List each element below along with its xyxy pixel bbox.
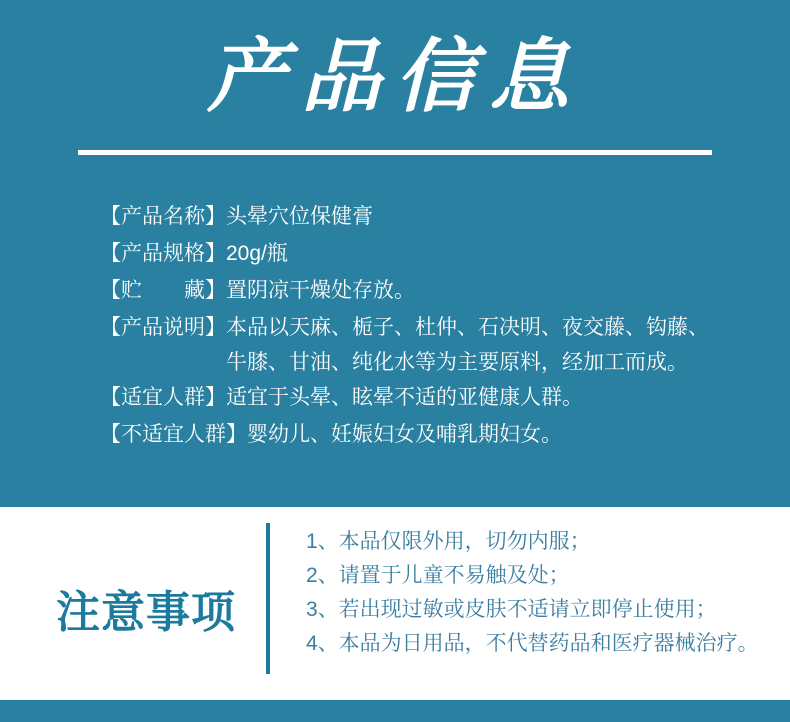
info-row-description: [100, 309, 709, 346]
info-row-product-name: [100, 198, 709, 235]
notes-list: [306, 531, 759, 667]
info-label: 【产品规格】: [100, 242, 226, 265]
info-label: 【产品名称】: [100, 205, 226, 228]
info-value: 适宜于头晕、眩晕不适的亚健康人群。: [226, 386, 583, 409]
note-item: 1、本品仅限外用，切勿内服；: [306, 530, 591, 553]
info-label: 【产品说明】: [100, 316, 226, 339]
info-row-spec: [100, 235, 709, 272]
info-row-unsuitable: [100, 416, 709, 453]
notes-heading: 注意事项: [56, 588, 236, 637]
info-value: 置阴凉干燥处存放。: [226, 279, 415, 302]
title-underline: [78, 150, 712, 155]
page-title: 产品信息: [207, 29, 583, 123]
info-value-line2: 牛膝、甘油、纯化水等为主要原料，经加工而成。: [226, 351, 688, 374]
info-label: 【适宜人群】: [100, 386, 226, 409]
note-item: 4、本品为日用品，不代替药品和医疗器械治疗。: [306, 632, 759, 655]
info-value: 婴幼儿、妊娠妇女及哺乳期妇女。: [247, 423, 562, 446]
info-row-suitable: [100, 379, 709, 416]
footer-bar: [0, 700, 790, 722]
note-item: 2、请置于儿童不易触及处；: [306, 564, 570, 587]
info-row-storage: [100, 272, 709, 309]
info-label: 【贮 藏】: [100, 279, 226, 302]
info-value: 20g/瓶: [226, 242, 288, 265]
product-info-list: [100, 198, 709, 453]
info-label: 【不适宜人群】: [100, 423, 247, 446]
notes-divider: [266, 523, 270, 674]
info-value: 本品以天麻、栀子、杜仲、石决明、夜交藤、钩藤、: [226, 316, 709, 339]
note-item: 3、若出现过敏或皮肤不适请立即停止使用；: [306, 598, 717, 621]
info-value: 头晕穴位保健膏: [226, 205, 373, 228]
